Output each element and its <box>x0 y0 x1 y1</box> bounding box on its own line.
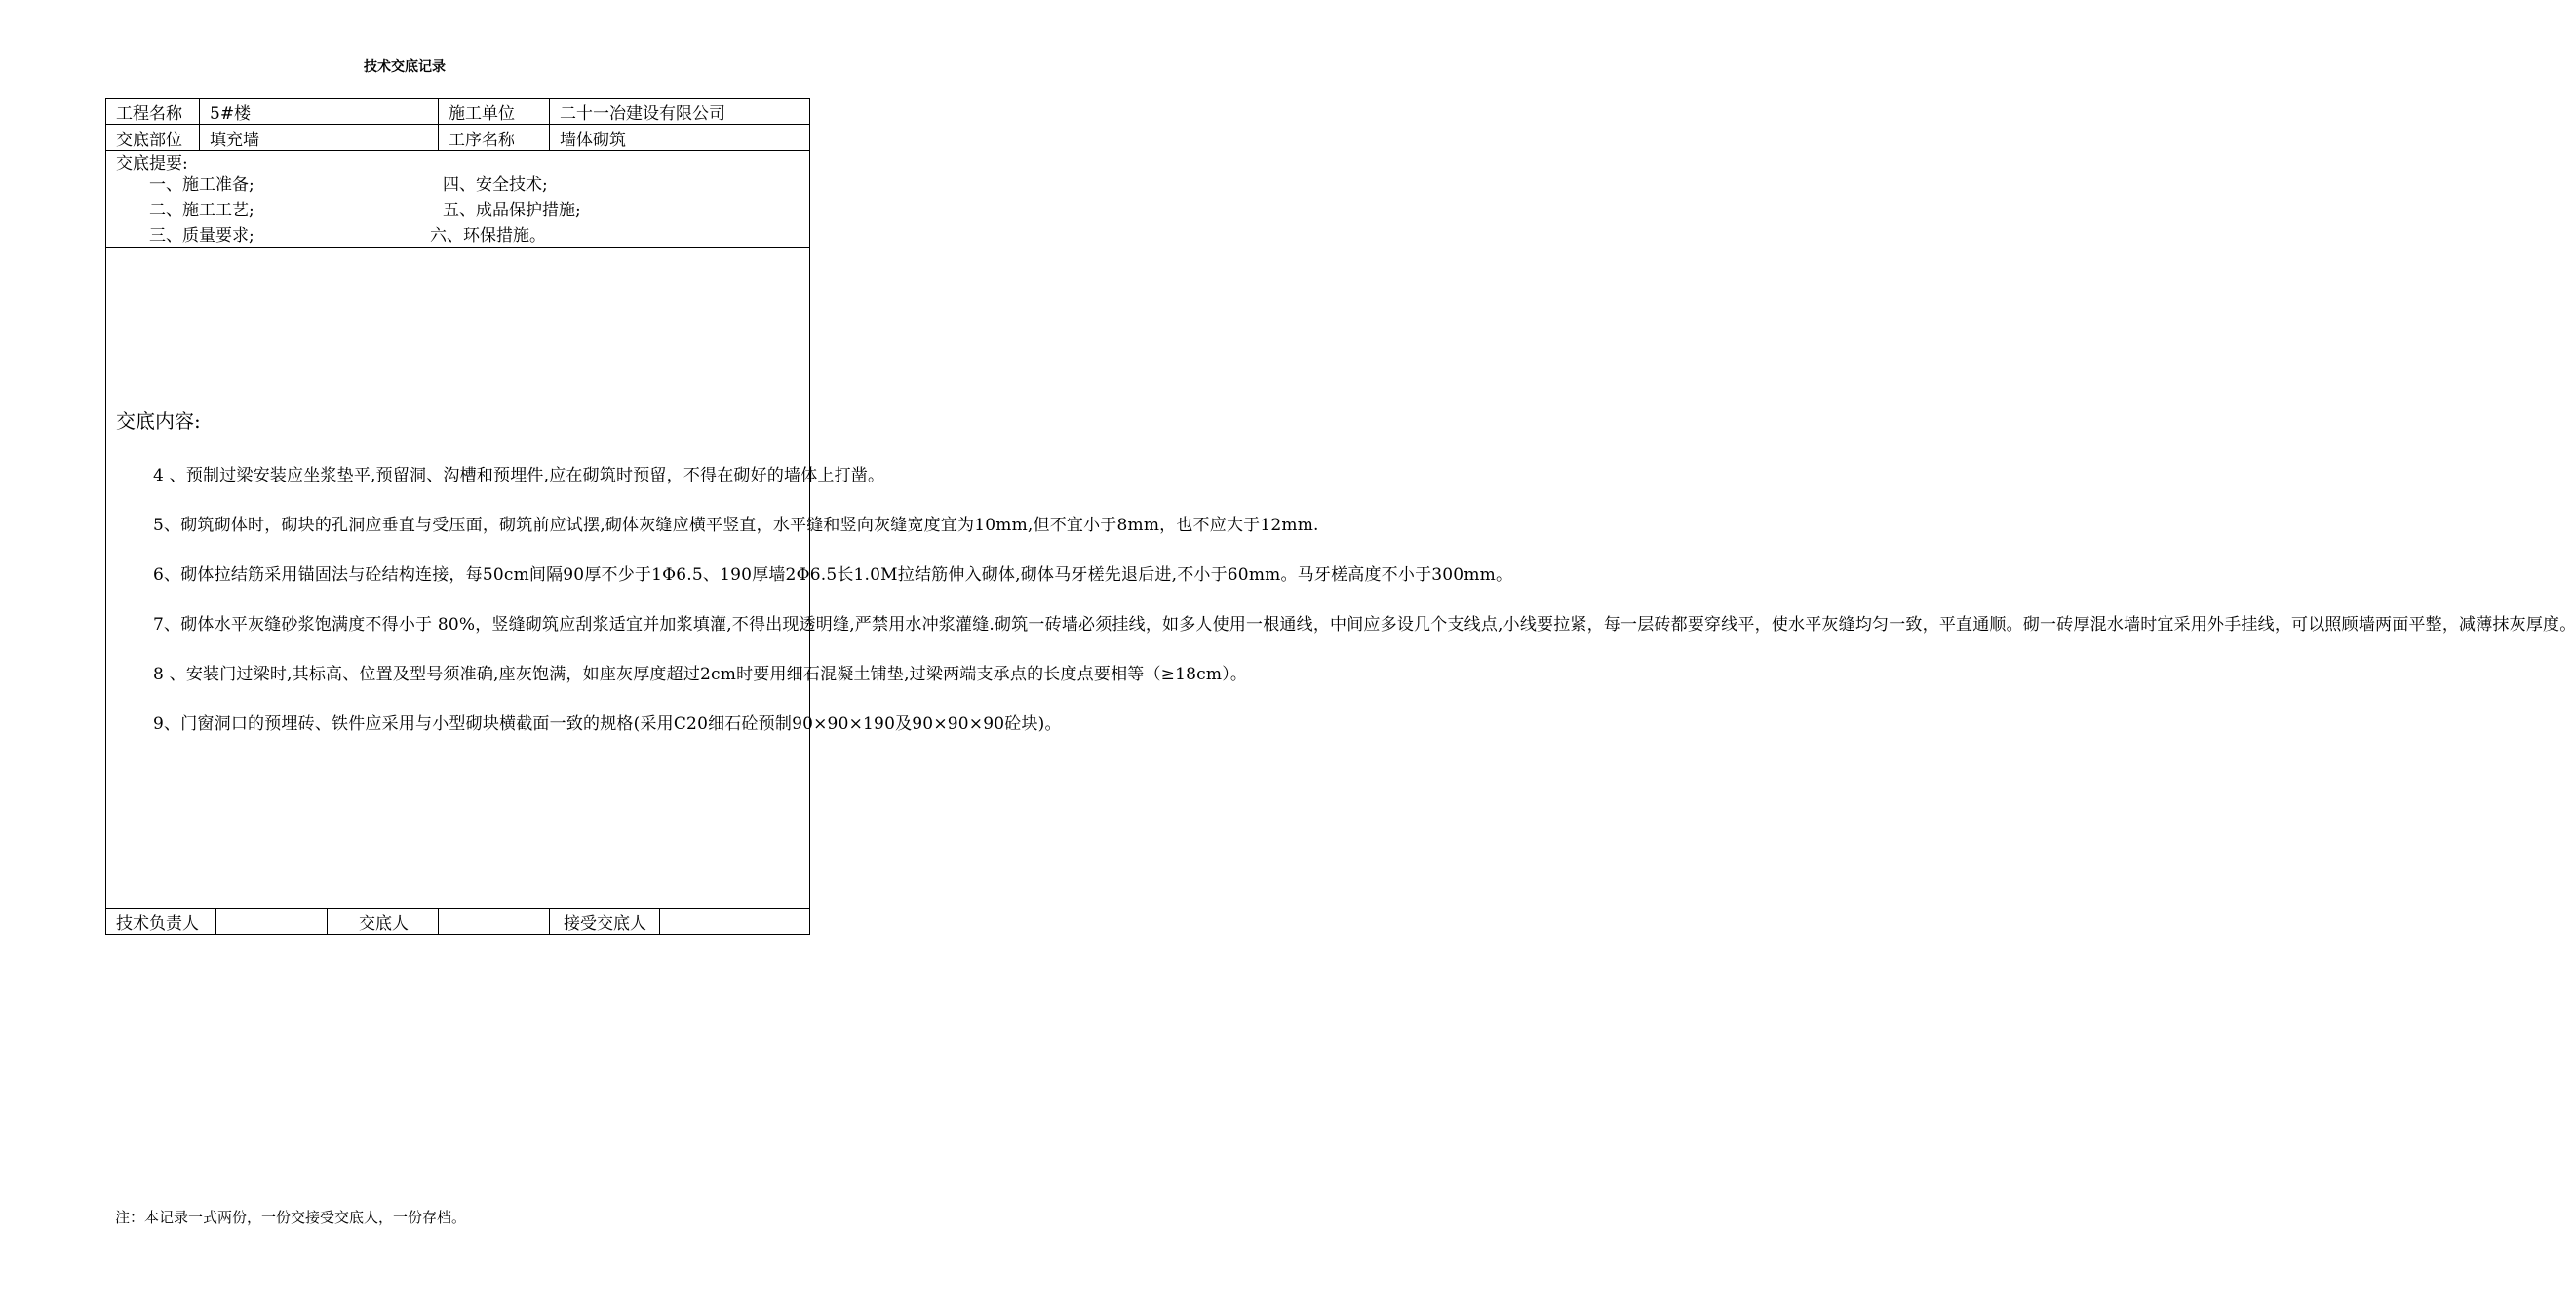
content-row <box>106 248 810 909</box>
receiver-label: 接受交底人 <box>550 909 660 935</box>
summary-cell <box>106 151 810 248</box>
summary-list <box>116 174 809 245</box>
project-label: 工程名称 <box>106 99 200 125</box>
tech-lead-value[interactable] <box>216 909 328 935</box>
content-paragraph: 7、砌体水平灰缝砂浆饱满度不得小于 80%，竖缝砌筑应刮浆适宜并加浆填灌,不得出现透明缝,严禁用水冲浆灌缝.砌筑一砖墙必须挂线，如多人使用一根通线，中间应多设几个支线点,小线要拉紧，每一层砖都要穿线平，使水平灰缝均匀一致，平直通顺。砌一砖厚混水墙时宜采用外手挂线，可以照顾墙两面平整，减薄抹灰厚度。 <box>153 615 2576 635</box>
contractor-label: 施工单位 <box>439 99 550 125</box>
record-table <box>105 98 2576 935</box>
content-paragraph: 6、砌体拉结筋采用锚固法与砼结构连接，每50cm间隔90厚不少于1Φ6.5、190厚墙2Φ6.5长1.0M拉结筋伸入砌体,砌体马牙槎先退后进,不小于60mm。马牙槎高度不小于300mm。 <box>153 565 1513 585</box>
content-paragraph: 5、砌筑砌体时，砌块的孔洞应垂直与受压面，砌筑前应试摆,砌体灰缝应横平竖直，水平缝和竖向灰缝宽度宜为10mm,但不宜小于8mm，也不应大于12mm. <box>153 516 1319 535</box>
document-title: 技术交底记录 <box>364 59 446 75</box>
content-paragraph: 8 、安装门过梁时,其标高、位置及型号须准确,座灰饱满，如座灰厚度超过2cm时要用细石混凝土铺垫,过梁两端支承点的长度点要相等（≥18cm）。 <box>153 665 1248 684</box>
presenter-value[interactable] <box>439 909 550 935</box>
header-row-1 <box>106 99 810 125</box>
summary-item: 一、施工准备; <box>149 175 254 195</box>
content-cell <box>106 248 2576 909</box>
part-label: 交底部位 <box>106 125 200 151</box>
process-label: 工序名称 <box>439 125 550 151</box>
part-value: 填充墙 <box>200 125 439 151</box>
project-value: 5#楼 <box>200 99 439 125</box>
summary-item: 六、环保措施。 <box>430 226 546 246</box>
summary-item: 二、施工工艺; <box>149 201 254 220</box>
summary-item: 四、安全技术; <box>443 175 548 195</box>
contractor-value: 二十一冶建设有限公司 <box>550 99 810 125</box>
receiver-value[interactable] <box>660 909 810 935</box>
summary-item: 三、质量要求; <box>149 226 254 246</box>
summary-item: 五、成品保护措施; <box>443 201 581 220</box>
summary-row <box>106 151 810 248</box>
tech-lead-label: 技术负责人 <box>106 909 216 935</box>
content-label: 交底内容: <box>116 409 201 433</box>
presenter-label: 交底人 <box>328 909 439 935</box>
content-paragraph: 4 、预制过梁安装应坐浆垫平,预留洞、沟槽和预埋件,应在砌筑时预留，不得在砌好的墙体上打凿。 <box>153 466 885 485</box>
process-value: 墙体砌筑 <box>550 125 810 151</box>
footer-note: 注：本记录一式两份，一份交接受交底人，一份存档。 <box>115 1209 467 1226</box>
summary-label: 交底提要: <box>116 154 188 173</box>
content-paragraph: 9、门窗洞口的预埋砖、铁件应采用与小型砌块横截面一致的规格(采用C20细石砼预制90×90×190及90×90×90砼块)。 <box>153 714 1062 734</box>
header-row-2 <box>106 125 810 151</box>
signature-row <box>106 909 810 935</box>
